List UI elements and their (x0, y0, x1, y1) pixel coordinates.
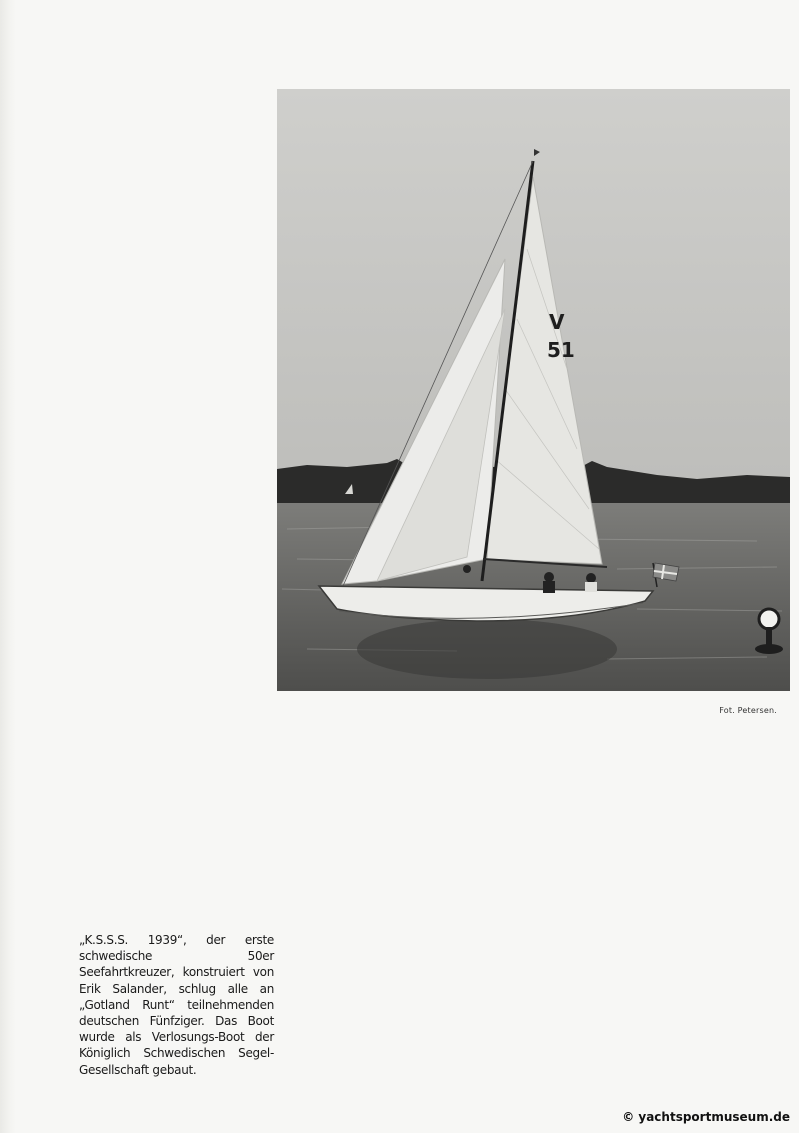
wake (357, 619, 617, 679)
watermark: © yachtsportmuseum.de (622, 1110, 790, 1124)
sail-number-bottom: 51 (547, 338, 575, 362)
sailboat-photo (277, 89, 790, 691)
sail-number-top: V (549, 310, 565, 334)
photo-caption: „K.S.S.S. 1939“, der erste schwedische 50er Seefahrtkreuzer, konstruiert von Erik Salander, schlug alle an „Gotland Runt“ teilnehmenden deutschen Fünfziger. Das Boot wurde als Verlosungs-Boot der Königlich Schwedischen Segel-Gesellschaft gebaut. (79, 933, 274, 1077)
photo-credit: Fot. Petersen. (719, 706, 777, 715)
buoy (759, 609, 779, 629)
page-binding-edge (0, 0, 16, 1133)
